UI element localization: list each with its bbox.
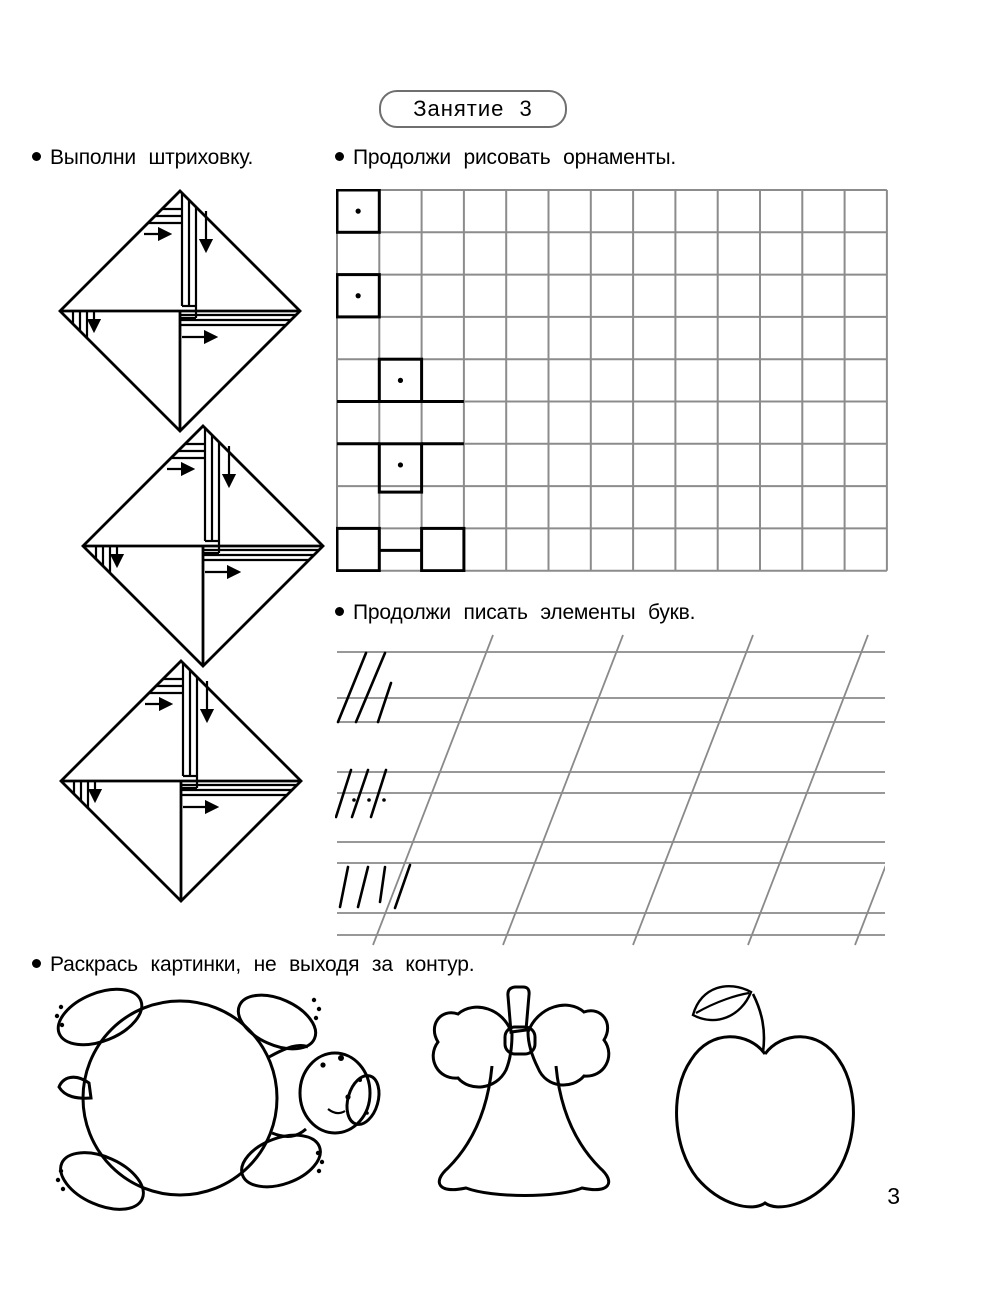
task-letters-label: Продолжи писать элементы букв. (353, 601, 696, 624)
lesson-badge (379, 90, 567, 128)
task-hatching-label: Выполни штриховку. (50, 146, 254, 169)
task-hatching-heading (32, 146, 253, 170)
bullet-icon (335, 607, 344, 616)
bullet-icon (32, 959, 41, 968)
hatched-diamond-2 (83, 426, 323, 666)
hatched-diamond-3 (61, 661, 301, 901)
ornament-grid (336, 189, 888, 572)
task-ornaments-heading (335, 146, 676, 170)
task-ornaments-label: Продолжи рисовать орнаменты. (353, 146, 676, 169)
hatched-diamond-1 (60, 191, 300, 431)
turtle-drawing (50, 980, 384, 1221)
task-coloring-label: Раскрась картинки, не выходя за контур. (50, 953, 475, 976)
bullet-icon (32, 152, 41, 161)
task-letters-heading (335, 601, 695, 625)
hatching-diamonds-figure (30, 180, 340, 910)
writing-guides (335, 630, 887, 950)
bullet-icon (335, 152, 344, 161)
lesson-badge-label: Занятие 3 (413, 96, 533, 121)
bell-drawing (433, 987, 609, 1196)
page-number: 3 (887, 1183, 900, 1209)
apple-drawing (677, 986, 854, 1207)
task-coloring-heading (32, 953, 474, 977)
coloring-pictures (35, 980, 945, 1235)
